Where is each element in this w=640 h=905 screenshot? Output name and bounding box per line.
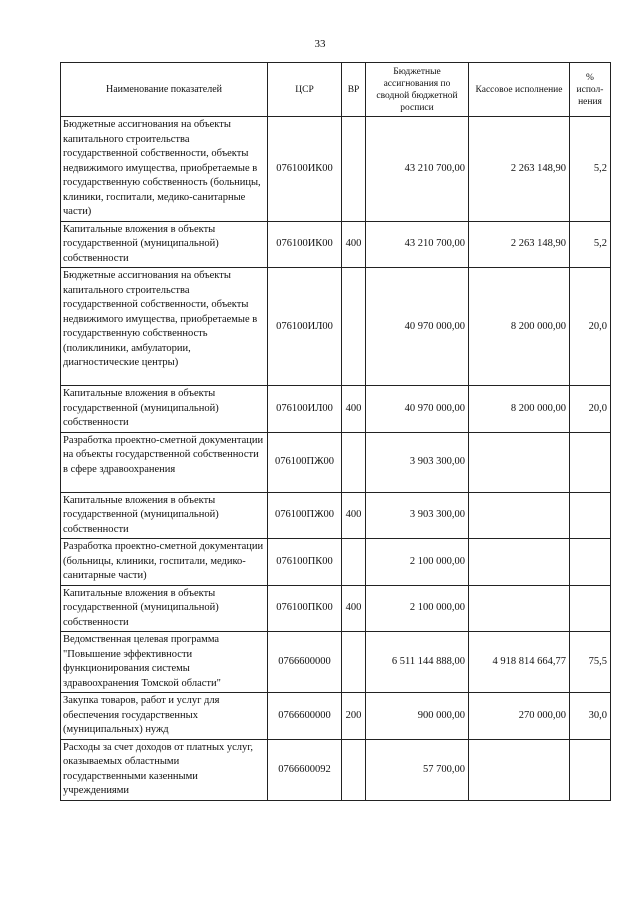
row-budget: 3 903 300,00 <box>366 492 469 539</box>
row-cash: 8 200 000,00 <box>469 268 570 386</box>
header-budget: Бюджетные ассигнования по сводной бюджетной росписи <box>366 63 469 117</box>
header-cash: Кассовое исполнение <box>469 63 570 117</box>
row-name: Ведомственная целевая программа "Повышение эффективности функционирования системы здравоохранения Томской области" <box>61 632 268 693</box>
row-cash: 8 200 000,00 <box>469 386 570 433</box>
table-row <box>61 268 611 386</box>
row-csr: 0766600000 <box>268 693 342 740</box>
row-csr: 0766600000 <box>268 632 342 693</box>
row-vr <box>342 739 366 800</box>
row-pct <box>570 539 611 586</box>
row-cash: 2 263 148,90 <box>469 117 570 222</box>
row-vr: 400 <box>342 585 366 632</box>
row-cash <box>469 585 570 632</box>
row-budget: 43 210 700,00 <box>366 221 469 268</box>
row-budget: 2 100 000,00 <box>366 539 469 586</box>
row-pct: 5,2 <box>570 221 611 268</box>
table-row <box>61 693 611 740</box>
row-csr: 076100ИЛ00 <box>268 386 342 433</box>
row-cash: 2 263 148,90 <box>469 221 570 268</box>
row-pct: 20,0 <box>570 386 611 433</box>
row-budget: 57 700,00 <box>366 739 469 800</box>
table-header-row <box>61 63 611 117</box>
row-csr: 076100ПК00 <box>268 539 342 586</box>
row-csr: 076100ИК00 <box>268 117 342 222</box>
table-row <box>61 539 611 586</box>
row-csr: 076100ИК00 <box>268 221 342 268</box>
row-pct: 20,0 <box>570 268 611 386</box>
row-vr <box>342 268 366 386</box>
row-name: Расходы за счет доходов от платных услуг, оказываемых областными государственными казенными учреждениями <box>61 739 268 800</box>
row-name: Бюджетные ассигнования на объекты капитального строительства государственной собственности, объекты недвижимого имущества, приобретаемые в государственную собственность (поликлиники, амбулатории, диагностические центры) <box>61 268 268 386</box>
table-row <box>61 739 611 800</box>
row-budget: 3 903 300,00 <box>366 432 469 492</box>
row-pct <box>570 432 611 492</box>
table-row <box>61 492 611 539</box>
page-number: 33 <box>314 38 326 50</box>
row-cash: 4 918 814 664,77 <box>469 632 570 693</box>
row-vr: 400 <box>342 221 366 268</box>
table-row <box>61 221 611 268</box>
header-vr: ВР <box>342 63 366 117</box>
table-row <box>61 632 611 693</box>
row-budget: 40 970 000,00 <box>366 386 469 433</box>
row-name: Капитальные вложения в объекты государственной (муниципальной) собственности <box>61 386 268 433</box>
header-name: Наименование показателей <box>61 63 268 117</box>
row-vr: 400 <box>342 492 366 539</box>
row-vr <box>342 117 366 222</box>
table-row <box>61 386 611 433</box>
row-vr <box>342 632 366 693</box>
row-name: Капитальные вложения в объекты государственной (муниципальной) собственности <box>61 492 268 539</box>
row-cash <box>469 739 570 800</box>
row-csr: 0766600092 <box>268 739 342 800</box>
row-vr <box>342 539 366 586</box>
row-pct: 75,5 <box>570 632 611 693</box>
table-row <box>61 585 611 632</box>
row-vr: 200 <box>342 693 366 740</box>
row-pct <box>570 492 611 539</box>
row-name: Закупка товаров, работ и услуг для обеспечения государственных (муниципальных) нужд <box>61 693 268 740</box>
row-vr: 400 <box>342 386 366 433</box>
row-pct <box>570 739 611 800</box>
row-csr: 076100ПЖ00 <box>268 492 342 539</box>
row-name: Капитальные вложения в объекты государственной (муниципальной) собственности <box>61 221 268 268</box>
row-cash <box>469 432 570 492</box>
table-row <box>61 432 611 492</box>
row-vr <box>342 432 366 492</box>
table-row <box>61 117 611 222</box>
row-csr: 076100ПЖ00 <box>268 432 342 492</box>
row-name: Капитальные вложения в объекты государственной (муниципальной) собственности <box>61 585 268 632</box>
row-cash <box>469 492 570 539</box>
row-pct: 5,2 <box>570 117 611 222</box>
row-budget: 43 210 700,00 <box>366 117 469 222</box>
row-pct: 30,0 <box>570 693 611 740</box>
row-name: Разработка проектно-сметной документации (больницы, клиники, госпитали, медико-санитарные части) <box>61 539 268 586</box>
row-name: Бюджетные ассигнования на объекты капитального строительства государственной собственности, объекты недвижимого имущества, приобретаемые в государственную собственность (больницы, клиники, госпитали, медико-санитарные части) <box>61 117 268 222</box>
header-csr: ЦСР <box>268 63 342 117</box>
row-budget: 40 970 000,00 <box>366 268 469 386</box>
row-csr: 076100ПК00 <box>268 585 342 632</box>
row-budget: 900 000,00 <box>366 693 469 740</box>
budget-table <box>60 62 611 801</box>
row-cash: 270 000,00 <box>469 693 570 740</box>
row-budget: 2 100 000,00 <box>366 585 469 632</box>
row-cash <box>469 539 570 586</box>
header-pct: % испол-нения <box>570 63 611 117</box>
row-budget: 6 511 144 888,00 <box>366 632 469 693</box>
row-pct <box>570 585 611 632</box>
row-name: Разработка проектно-сметной документации на объекты государственной собственности в сфере здравоохранения <box>61 432 268 492</box>
row-csr: 076100ИЛ00 <box>268 268 342 386</box>
